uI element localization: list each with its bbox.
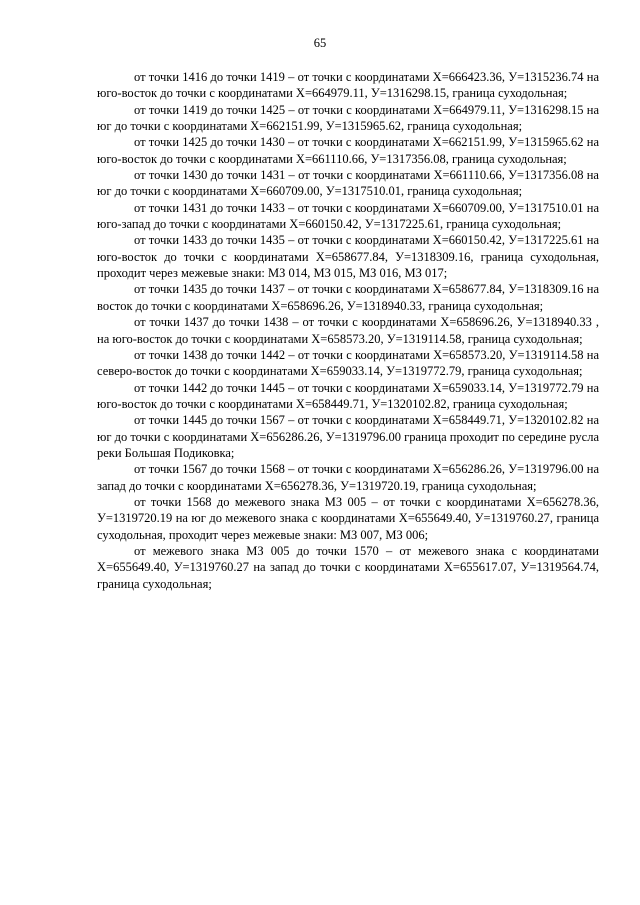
- paragraph-segment: от точки 1419 до точки 1425 – от точки с координатами Х=664979.11, У=1316298.15 на юг до точки с координатами Х=662151.99, У=1315965.62, граница суходольная;: [97, 102, 599, 134]
- document-body: [97, 69, 599, 592]
- paragraph-segment: от точки 1425 до точки 1430 – от точки с координатами Х=662151.99, У=1315965.62 на юго-восток до точки с координатами Х=661110.66, У=1317356.08, граница суходольная;: [97, 135, 599, 166]
- paragraph-segment: от точки 1431 до точки 1433 – от точки с координатами Х=660709.00, У=1317510.01 на юго-запад до точки с координатами Х=660150.42, У=1317225.61, граница суходольная;: [97, 200, 599, 232]
- page-number: 65: [313, 36, 327, 50]
- paragraph-segment: от точки 1416 до точки 1419 – от точки с координатами Х=666423.36, У=1315236.74 на юго-восток до точки с координатами Х=664979.11, У=1316298.15, граница суходольная;: [97, 70, 599, 101]
- paragraph-segment: от точки 1433 до точки 1435 – от точки с координатами Х=660150.42, У=1317225.61 на юго-восток до точки с координатами Х=658677.84, У=1318309.16, граница суходольная, проходит через межевые знаки: МЗ 014, МЗ 015, МЗ 016, МЗ 017;: [97, 233, 599, 281]
- paragraph-segment: от точки 1430 до точки 1431 – от точки с координатами Х=661110.66, У=1317356.08 на юг до точки с координатами Х=660709.00, У=1317510.01, граница суходольная;: [97, 168, 599, 199]
- paragraph-segment: от точки 1442 до точки 1445 – от точки с координатами Х=659033.14, У=1319772.79 на юго-восток до точки с координатами Х=658449.71, У=1320102.82, граница суходольная;: [97, 380, 599, 411]
- paragraph-segment: от точки 1445 до точки 1567 – от точки с координатами Х=658449.71, У=1320102.82 на юг до точки с координатами Х=656286.26, У=1319796.00 граница проходит по середине русла реки Большая Подиковка;: [97, 413, 599, 460]
- paragraph-segment: от точки 1435 до точки 1437 – от точки с координатами Х=658677.84, У=1318309.16 на восток до точки с координатами Х=658696.26, У=1318940.33, граница суходольная;: [97, 282, 599, 313]
- paragraph-segment: от межевого знака МЗ 005 до точки 1570 – от межевого знака с координатами Х=655649.40, У=1319760.27 на запад до точки с координатами Х=655617.07, У=1319564.74, граница суходольная;: [97, 543, 599, 591]
- paragraph-segment: от точки 1438 до точки 1442 – от точки с координатами Х=658573.20, У=1319114.58 на северо-восток до точки с координатами Х=659033.14, У=1319772.79, граница суходольная;: [97, 347, 599, 379]
- paragraph-segment: от точки 1567 до точки 1568 – от точки с координатами Х=656286.26, У=1319796.00 на запад до точки с координатами Х=656278.36, У=1319720.19, граница суходольная;: [97, 462, 599, 493]
- paragraph-segment: от точки 1568 до межевого знака МЗ 005 – от точки с координатами Х=656278.36, У=1319720.19 на юг до межевого знака с координатами Х=655649.40, У=1319760.27, граница суходольная, проходит через межевые знаки: МЗ 007, МЗ 006;: [97, 494, 599, 542]
- paragraph-segment: от точки 1437 до точки 1438 – от точки с координатами Х=658696.26, У=1318940.33 , на юго-восток до точки с координатами Х=658573.20, У=1319114.58, граница суходольная;: [97, 315, 599, 346]
